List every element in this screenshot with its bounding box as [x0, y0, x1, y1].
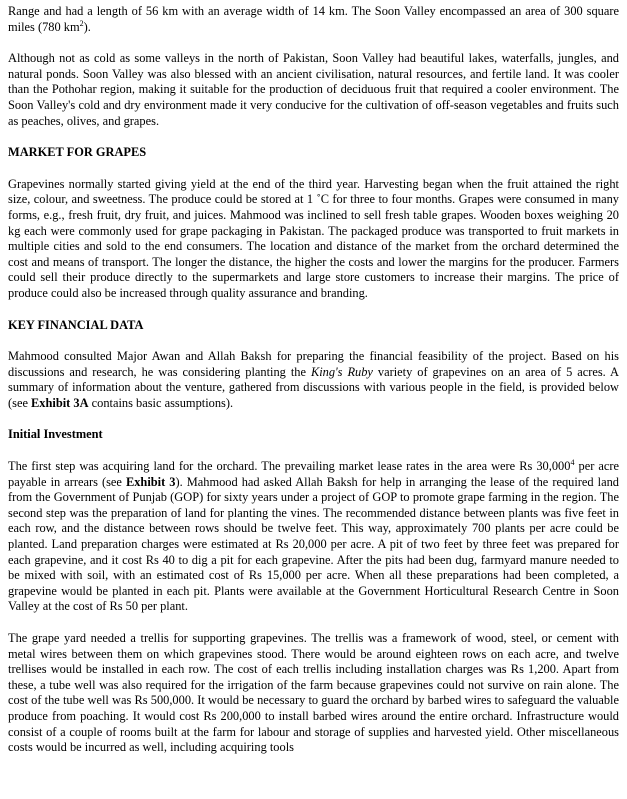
financial-text: Mahmood consulted Major Awan and Allah Baksh for preparing the financial feasibility of the project. Based on his discussions and research, he was considering planting the	[8, 349, 619, 379]
financial-text-3: contains basic assumptions).	[88, 395, 234, 410]
paragraph-trellis: The grape yard needed a trellis for supporting grapevines. The trellis was a framework of wood, steel, or cement with metal wires between them on which grapevines stood. There would be around eighteen rows on each acre, and twelve trellises would be installed in each row. The cost of each trellis including installation charges was Rs 1,200. Apart from these, a tube well was also required for the irrigation of the farm because grapevines could not survive on rain alone. The cost of the tube well was Rs 500,000. It would be necessary to guard the orchard by barbed wires to safeguard the valuable produce from poaching. It would cost Rs 200,000 to install barbed wires around the entire orchard. Infrastructure would consist of a couple of rooms built at the farm for labour and storage of supplies and harvested yield. Other miscellaneous costs would be incurred as well, including acquiring tools	[8, 631, 619, 755]
heading-financial: KEY FINANCIAL DATA	[8, 317, 144, 332]
document-page	[8, 4, 619, 756]
paragraph-financial	[8, 349, 619, 411]
initial-text-2: per acre payable in arrears (see	[8, 459, 619, 489]
financial-text-2: variety of grapevines on an area of 5 acres. A summary of information about the venture, gathered from discussions with various people in the field, is provided below (see	[8, 364, 619, 410]
paragraph-intro	[8, 4, 619, 35]
heading-market: MARKET FOR GRAPES	[8, 145, 147, 160]
paragraph-market: Grapevines normally started giving yield at the end of the third year. Harvesting began when the fruit attained the right size, colour, and sweetness. The produce could be stored at 1 ˚C for three to four months. Grapes were consumed in many forms, e.g., fresh fruit, dry fruit, and juices. Mahmood was inclined to sell fresh table grapes. Wooden boxes weighing 20 kg each were commonly used for grape packaging in Pakistan. The packaged produce was transported to fruit markets in multiple cities and sold to the end consumers. The location and distance of the market from the orchard determined the cost and means of transport. The longer the distance, the higher the costs and lower the margins for the producer. Farmers could sell their produce directly to the supermarkets and large store customers to increase their margins. The price of produce could also be increased through quality assurance and branding.	[8, 176, 619, 300]
heading-initial-investment: Initial Investment	[8, 427, 103, 442]
exhibit-reference: Exhibit 3	[125, 474, 176, 489]
intro-text-end: ).	[83, 19, 91, 34]
exhibit-reference: Exhibit 3A	[31, 395, 89, 410]
paragraph-valley: Although not as cold as some valleys in the north of Pakistan, Soon Valley had beautiful lakes, waterfalls, jungles, and natural ponds. Soon Valley was also blessed with an ancient civilisation, natural resources, and fertile land. It was cooler than the Pothohar region, making it suitable for the production of deciduous fruit that required a cooler environment. The Soon Valley's cold and dry environment made it very conducive for the cultivation of off-season vegetables and fruits such as peaches, olives, and grapes.	[8, 51, 619, 128]
superscript: 2	[79, 18, 84, 28]
footnote-marker: 4	[570, 457, 575, 467]
initial-text-3: ). Mahmood had asked Allah Baksh for help in arranging the lease of the required land from the Government of Punjab (GOP) for sixty years under a project of GOP to promote grape farming in the region. The second step was the preparation of land for planting the vines. The recommended distance between plants was five feet in each row, and the distance between rows should be twelve feet. This way, approximately 700 plants per acre could be planted. Land preparation charges were estimated at Rs 20,000 per acre. A pit of two feet by three feet was prepared for each grapevine, and it cost Rs 40 to dig a pit for each grapevine. After the pits had been dug, farmyard manure needed to be mixed with soil, with an estimated cost of Rs 15,000 per acre. When all these preparations had been completed, a grapevine would be planted in each pit. Plants were available at the Government Horticultural Research Centre in Soon Valley at the cost of Rs 50 per plant.	[8, 474, 620, 614]
paragraph-initial	[8, 459, 619, 615]
variety-name: King's Ruby	[310, 364, 373, 379]
initial-text: The first step was acquiring land for the orchard. The prevailing market lease rates in the area were Rs 30,000	[8, 459, 571, 474]
intro-text: Range and had a length of 56 km with an average width of 14 km. The Soon Valley encompassed an area of 300 square miles (780 km	[8, 4, 619, 34]
